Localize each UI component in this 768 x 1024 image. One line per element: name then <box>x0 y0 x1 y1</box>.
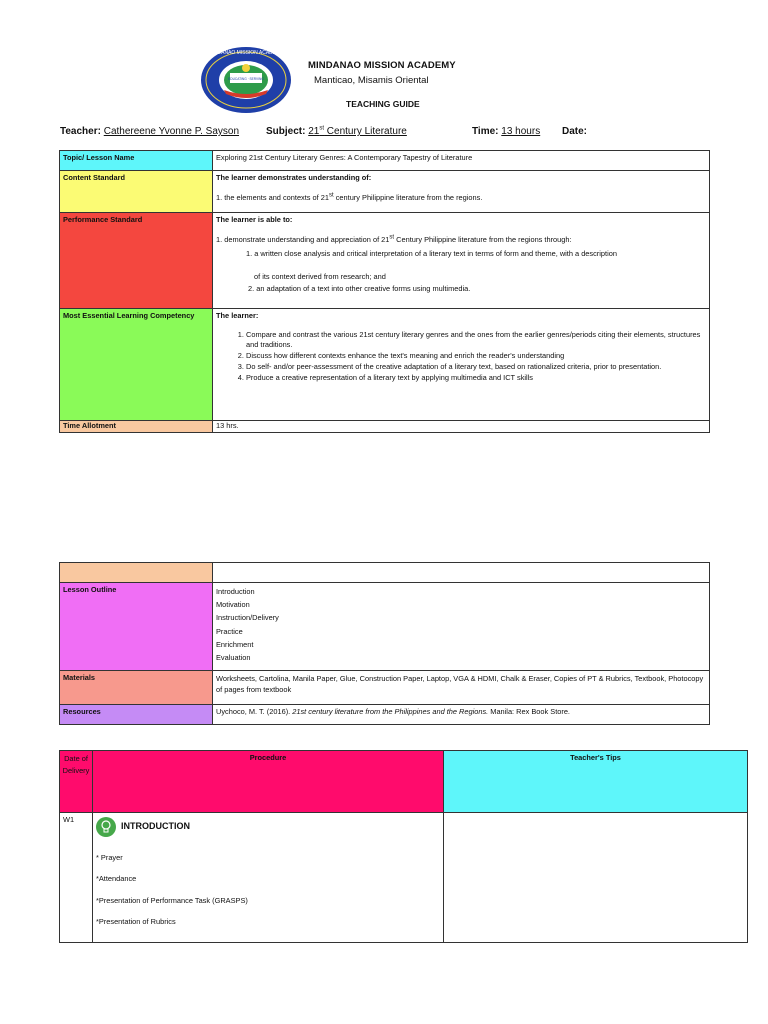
procedure-header: Procedure <box>93 751 444 813</box>
content-standard-head: The learner demonstrates understanding of: <box>216 173 372 182</box>
table-row <box>60 813 748 943</box>
table-row <box>60 421 710 433</box>
melc-value <box>213 309 710 421</box>
performance-line-4: 2. an adaptation of a text into other creative forms using multimedia. <box>248 284 471 293</box>
procedure-table <box>59 750 748 943</box>
list-item: * Prayer <box>96 853 123 862</box>
list-item: Practice <box>216 626 243 636</box>
school-location: Manticao, Misamis Oriental <box>314 75 429 86</box>
resources-post: Manila: Rex Book Store. <box>488 707 570 716</box>
list-item: *Presentation of Rubrics <box>96 916 176 926</box>
list-item: Enrichment <box>216 639 254 649</box>
melc-list <box>216 330 706 382</box>
list-item: *Presentation of Performance Task (GRASPS) <box>96 895 248 905</box>
list-item: 4. Produce a creative representation of a literary text by applying multimedia and ICT skills <box>246 373 706 382</box>
table-row <box>60 563 710 583</box>
table-row <box>60 671 710 705</box>
lightbulb-icon <box>96 817 116 837</box>
subject-label: Subject: <box>266 126 306 137</box>
teacher-field <box>60 126 239 137</box>
table-row <box>60 171 710 213</box>
performance-line-2: 1. a written close analysis and critical interpretation of a literary text in terms of form and theme, with a description <box>246 248 617 258</box>
lesson-table <box>59 562 710 725</box>
list-item: 2. Discuss how different contexts enhance the text's meaning and enrich the reader's understanding <box>246 351 706 360</box>
blank-label-cell <box>60 563 213 583</box>
table-row <box>60 583 710 671</box>
perf-post: Century Philippine literature from the regions through: <box>394 235 572 245</box>
content-sup: st <box>329 192 334 199</box>
time-label: Time: <box>472 126 499 137</box>
list-item: Introduction <box>216 587 255 596</box>
table-row <box>60 213 710 309</box>
list-item: Instruction/Delivery <box>216 613 279 623</box>
teacher-label: Teacher: <box>60 126 101 137</box>
time-field <box>472 126 540 137</box>
resources-value <box>213 705 710 725</box>
teacher-value: Cathereene Yvonne P. Sayson <box>103 126 240 137</box>
subject-value <box>308 126 407 137</box>
perf-pre: 1. demonstrate understanding and appreciation of 21 <box>216 235 390 245</box>
tips-cell <box>444 813 748 943</box>
time-allotment-label: Time Allotment <box>60 421 213 433</box>
date-field <box>562 126 587 137</box>
materials-label: Materials <box>60 671 213 705</box>
resources-book-title: 21st century literature from the Philippines and the Regions. <box>292 707 489 716</box>
subject-sup: st <box>319 125 325 132</box>
school-name: MINDANAO MISSION ACADEMY <box>308 60 456 71</box>
content-pre: 1. the elements and contexts of 21 <box>216 193 329 203</box>
subject-number: 21 <box>308 126 320 137</box>
seal-ribbon-text: EDUCATING · SERVING <box>228 77 264 81</box>
perf-sup: st <box>389 234 395 241</box>
seal-ring-text: MINDANAO MISSION ACADEMY <box>208 50 284 56</box>
resources-pre: Uychoco, M. T. (2016). <box>216 707 293 716</box>
content-standard-line <box>216 193 706 202</box>
list-item: Evaluation <box>216 652 251 662</box>
table-row <box>60 705 710 725</box>
list-item: 1. Compare and contrast the various 21st century literary genres and the ones from the earlier genres/periods citing their elements, structures and traditions. <box>246 330 706 349</box>
melc-head: The learner: <box>216 311 259 320</box>
performance-standard-value <box>213 213 710 309</box>
time-allotment-value: 13 hrs. <box>213 421 710 433</box>
melc-label: Most Essential Learning Competency <box>60 309 213 421</box>
performance-standard-label: Performance Standard <box>60 213 213 309</box>
content-post: century Philippine literature from the regions. <box>333 193 483 203</box>
standards-table <box>59 150 710 433</box>
subject-rest: Century Literature <box>324 126 407 137</box>
topic-value: Exploring 21st Century Literary Genres: A Contemporary Tapestry of Literature <box>213 151 710 171</box>
performance-line-3: of its context derived from research; and <box>254 271 386 281</box>
introduction-heading <box>96 817 440 837</box>
subject-field <box>266 126 407 137</box>
blank-value-cell <box>213 563 710 583</box>
list-item: Motivation <box>216 600 250 610</box>
date-of-delivery-header: Date of Delivery <box>60 751 93 813</box>
resources-label: Resources <box>60 705 213 725</box>
date-label: Date: <box>562 126 588 137</box>
table-row <box>60 309 710 421</box>
table-row <box>60 151 710 171</box>
topic-label: Topic/ Lesson Name <box>60 151 213 171</box>
introduction-title: INTRODUCTION <box>121 821 190 832</box>
performance-head: The learner is able to: <box>216 215 293 224</box>
week-cell: W1 <box>60 813 93 943</box>
teachers-tips-header: Teacher's Tips <box>444 751 748 813</box>
list-item: *Attendance <box>96 874 137 884</box>
table-row <box>60 751 748 813</box>
content-standard-value <box>213 171 710 213</box>
time-value: 13 hours <box>501 126 541 137</box>
introduction-cell <box>93 813 444 943</box>
school-seal-logo <box>200 46 292 114</box>
content-standard-label: Content Standard <box>60 171 213 213</box>
lesson-outline-label: Lesson Outline <box>60 583 213 671</box>
lesson-outline-value <box>213 583 710 671</box>
performance-line-1 <box>216 235 706 244</box>
document-title: TEACHING GUIDE <box>346 99 420 109</box>
list-item: 3. Do self- and/or peer-assessment of the creative adaptation of a literary text, based on rationalized criteria, prior to presentation. <box>246 362 706 371</box>
materials-value: Worksheets, Cartolina, Manila Paper, Glue, Construction Paper, Laptop, VGA & HDMI, Chalk & Eraser, Copies of PT & Rubrics, Textbook, Photocopy of pages from textbook <box>213 671 710 705</box>
